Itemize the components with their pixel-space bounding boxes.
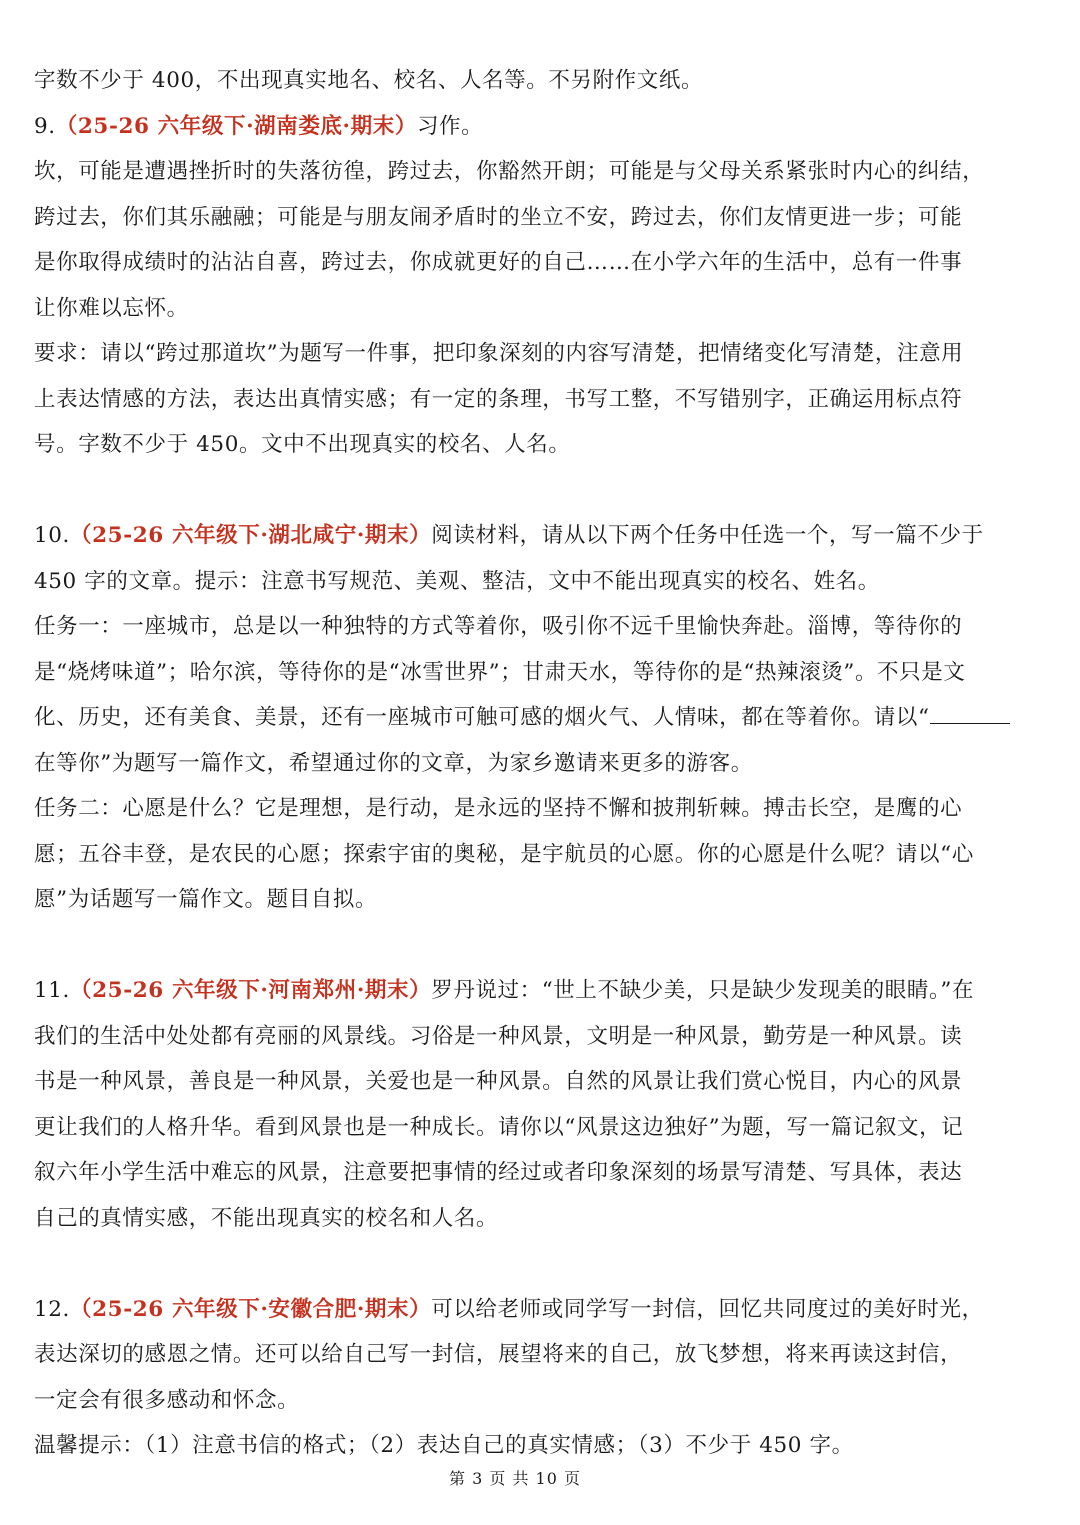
- q11-source: （25-26 六年级下·河南郑州·期末）: [70, 978, 432, 1003]
- q12-header: [34, 1287, 1014, 1333]
- q11-number: 11.: [34, 978, 70, 1003]
- q8-tail: 字数不少于 400，不出现真实地名、校名、人名等。不另附作文纸。: [34, 68, 704, 93]
- q12-line: 表达深切的感恩之情。还可以给自己写一封信，展望将来的自己，放飞梦想，将来再读这封信，: [34, 1342, 963, 1367]
- q9-line: 是你取得成绩时的沾沾自喜，跨过去，你成就更好的自己……在小学六年的生活中，总有一件事: [34, 250, 963, 275]
- spacer: [34, 468, 1014, 514]
- fill-in-blank: [930, 699, 1010, 724]
- spacer: [34, 923, 1014, 969]
- page-footer: 第 3 页 共 10 页: [449, 1469, 581, 1488]
- q11-line: 更让我们的人格升华。看到风景也是一种成长。请你以“风景这边独好”为题，写一篇记叙文，记: [34, 1114, 964, 1140]
- q9-line: 上表达情感的方法，表达出真情实感；有一定的条理，书写工整，不写错别字，正确运用标点符: [34, 386, 963, 412]
- document-page: [34, 58, 1014, 1469]
- q9-line: 跨过去，你们其乐融融；可能是与朋友闹矛盾时的坐立不安，跨过去，你们友情更进一步；可能: [34, 204, 963, 230]
- q12-number: 12.: [34, 1296, 70, 1322]
- q11-line: 书是一种风景，善良是一种风景，关爱也是一种风景。自然的风景让我们赏心悦目，内心的风景: [34, 1069, 963, 1094]
- q10-line: 愿”为话题写一篇作文。题目自拟。: [34, 887, 378, 912]
- q12-line: 温馨提示：（1）注意书信的格式；（2）表达自己的真实情感；（3）不少于 450 字。: [34, 1433, 854, 1458]
- q9-source: （25-26 六年级下·湖南娄底·期末）: [55, 113, 417, 139]
- q9-lead: 习作。: [416, 113, 484, 139]
- q9-line: 号。字数不少于 450。文中不出现真实的校名、人名。: [34, 432, 571, 457]
- q10-blank-prefix: 化、历史，还有美食、美景，还有一座城市可触可感的烟火气、人情味，都在等着你。请以“: [34, 705, 930, 730]
- q11-lead: 罗丹说过：“世上不缺少美，只是缺少发现美的眼睛。”在: [431, 978, 975, 1003]
- q10-number: 10.: [34, 523, 70, 548]
- q12-line: 一定会有很多感动和怀念。: [34, 1387, 300, 1413]
- q9-line: 让你难以忘怀。: [34, 295, 189, 321]
- q10-line: 任务二：心愿是什么？它是理想，是行动，是永远的坚持不懈和披荆斩棘。搏击长空，是鹰的心: [34, 796, 963, 821]
- q10-line: 在等你”为题写一篇作文，希望通过你的文章，为家乡邀请来更多的游客。: [34, 750, 753, 776]
- q9-header: [34, 104, 1014, 150]
- q9-number: 9.: [34, 113, 56, 139]
- q10-line-with-blank: [34, 695, 1014, 741]
- q11-line: 自己的真情实感，不能出现真实的校名和人名。: [34, 1205, 499, 1231]
- q10-header: [34, 513, 1014, 559]
- q10-line: 450 字的文章。提示：注意书写规范、美观、整洁，文中不能出现真实的校名、姓名。: [34, 568, 880, 594]
- q10-line: 是“烧烤味道”；哈尔滨，等待你的是“冰雪世界”；甘肃天水，等待你的是“热辣滚烫”。不只是文: [34, 659, 966, 685]
- q10-line: 任务一：一座城市，总是以一种独特的方式等着你，吸引你不远千里愉快奔赴。淄博，等待你的: [34, 614, 963, 639]
- q12-lead: 可以给老师或同学写一封信，回忆共同度过的美好时光，: [431, 1296, 984, 1322]
- q9-line: 坎，可能是遭遇挫折时的失落彷徨，跨过去，你豁然开朗；可能是与父母关系紧张时内心的纠结，: [34, 159, 985, 184]
- q9-line: 要求：请以“跨过那道坎”为题写一件事，把印象深刻的内容写清楚，把情绪变化写清楚，注意用: [34, 341, 964, 366]
- q11-header: [34, 968, 1014, 1014]
- q11-line: 我们的生活中处处都有亮丽的风景线。习俗是一种风景，文明是一种风景，勤劳是一种风景。读: [34, 1023, 963, 1049]
- q12-source: （25-26 六年级下·安徽合肥·期末）: [70, 1296, 432, 1322]
- q11-line: 叙六年小学生活中难忘的风景，注意要把事情的经过或者印象深刻的场景写清楚、写具体，表达: [34, 1160, 963, 1185]
- q10-line: 愿；五谷丰登，是农民的心愿；探索宇宙的奥秘，是宇航员的心愿。你的心愿是什么呢？请以“心: [34, 841, 974, 867]
- q10-lead: 阅读材料，请从以下两个任务中任选一个，写一篇不少于: [431, 523, 984, 548]
- q10-source: （25-26 六年级下·湖北咸宁·期末）: [70, 523, 432, 548]
- spacer: [34, 1241, 1014, 1287]
